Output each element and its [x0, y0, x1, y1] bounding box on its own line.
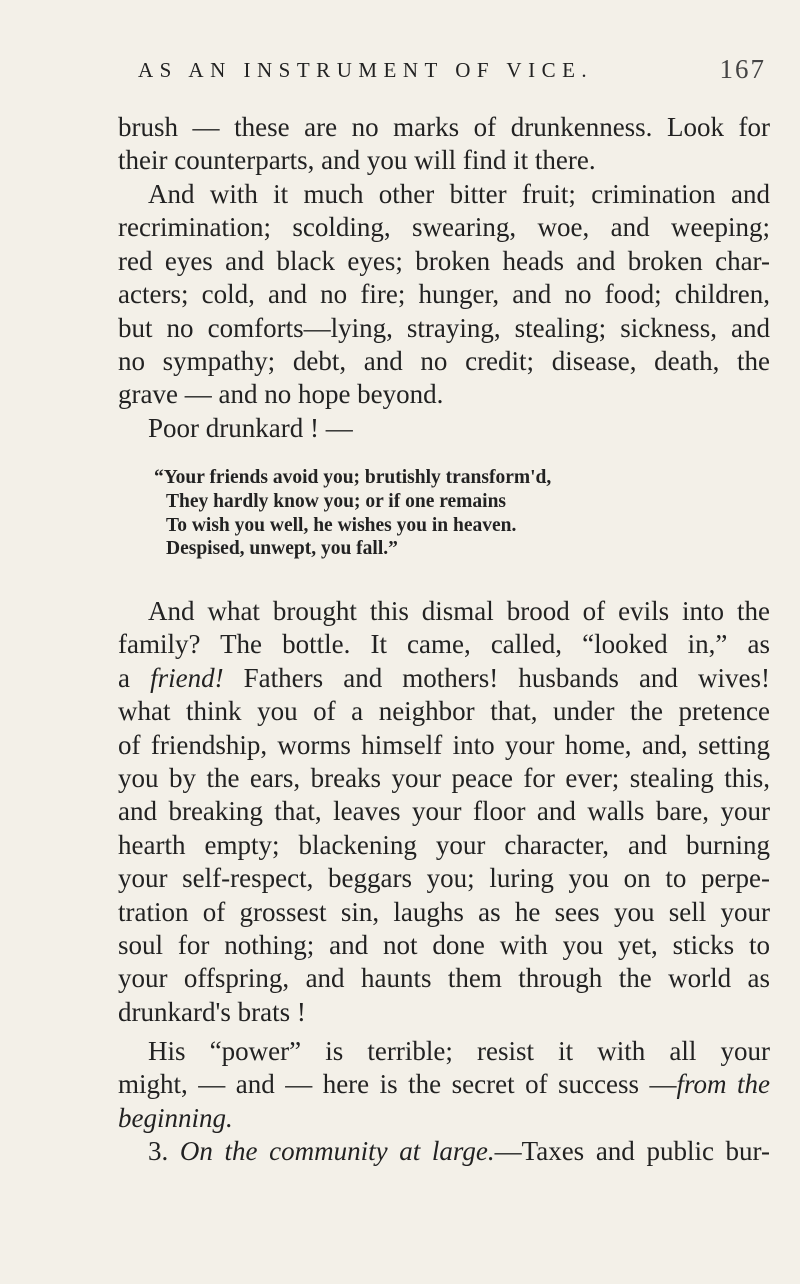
poem-line: “Your friends avoid you; brutishly transform'd, — [154, 467, 552, 488]
italic-text: from the — [676, 1069, 770, 1100]
text-line: recrimination; scolding, swearing, woe, and weeping; — [118, 212, 770, 243]
text-line: His “power” is terrible; resist it with all your — [148, 1036, 770, 1066]
text-line — [118, 663, 770, 696]
text-line: of friendship, worms himself into your home, and, setting — [118, 729, 770, 760]
text-line: soul for nothing; and not done with you yet, sticks to — [118, 929, 770, 960]
text-line: grave — and no hope beyond. — [118, 379, 444, 410]
poem-line: To wish you well, he wishes you in heaven. — [166, 514, 517, 536]
poem-line: They hardly know you; or if one remains — [166, 490, 507, 512]
text-fragment: might, — and — here is the secret of success — — [118, 1069, 677, 1100]
text-line: acters; cold, and no fire; hunger, and no food; children, — [118, 279, 770, 310]
italic-text: beginning. — [118, 1102, 233, 1133]
paragraph-the-bottle — [118, 596, 770, 1030]
text-line: your self-respect, beggars you; luring you on to perpe- — [118, 863, 770, 894]
text-fragment: a — [118, 662, 151, 693]
italic-text: On the community at large. — [179, 1136, 495, 1166]
text-line: and breaking that, leaves your floor and walls bare, your — [118, 796, 770, 827]
text-line: tration of grossest sin, laughs as he sees you sell your — [118, 896, 770, 927]
text-line: but no comforts—lying, straying, stealing; sickness, and — [118, 312, 770, 343]
text-line: your offspring, and haunts them through the world as — [118, 963, 770, 994]
text-line: red eyes and black eyes; broken heads and broken char- — [118, 245, 770, 276]
text-line: their counterparts, and you will find it there. — [118, 145, 596, 176]
text-line: you by the ears, breaks your peace for ever; stealing this, — [118, 762, 770, 793]
paragraph-poor-drunkard — [118, 413, 770, 446]
paragraph-community — [118, 1136, 770, 1169]
text-line: hearth empty; blackening your character, and burning — [118, 829, 770, 860]
paragraph-continuation — [118, 112, 770, 179]
text-line — [118, 1069, 770, 1102]
text-fragment: —Taxes and public bur- — [494, 1136, 770, 1166]
running-head: AS AN INSTRUMENT OF VICE. — [138, 58, 594, 82]
page-number: 167 — [719, 54, 766, 84]
text-line — [118, 1103, 770, 1136]
paragraph-bitter-fruit — [118, 179, 770, 413]
section-number: 3. — [148, 1136, 169, 1166]
text-line: And what brought this dismal brood of evils into the — [148, 596, 770, 626]
text-line: Poor drunkard ! — — [148, 413, 353, 443]
text-line: family? The bottle. It came, called, “looked in,” as — [118, 629, 770, 660]
text-line — [118, 1136, 770, 1169]
italic-text: friend! — [150, 662, 224, 693]
text-line: no sympathy; debt, and no credit; disease, death, the — [118, 345, 770, 376]
paragraph-power — [118, 1036, 770, 1136]
text-line: drunkard's brats ! — [118, 996, 306, 1027]
text-line: And with it much other bitter fruit; crimination and — [148, 179, 770, 209]
text-line: what think you of a neighbor that, under the pretence — [118, 696, 770, 727]
poem-line: Despised, unwept, you fall.” — [166, 538, 398, 560]
text-fragment: Fathers and mothers! husbands and wives! — [223, 662, 770, 693]
text-line: brush — these are no marks of drunkenness. Look for — [118, 112, 770, 142]
poem-quotation — [154, 466, 552, 561]
